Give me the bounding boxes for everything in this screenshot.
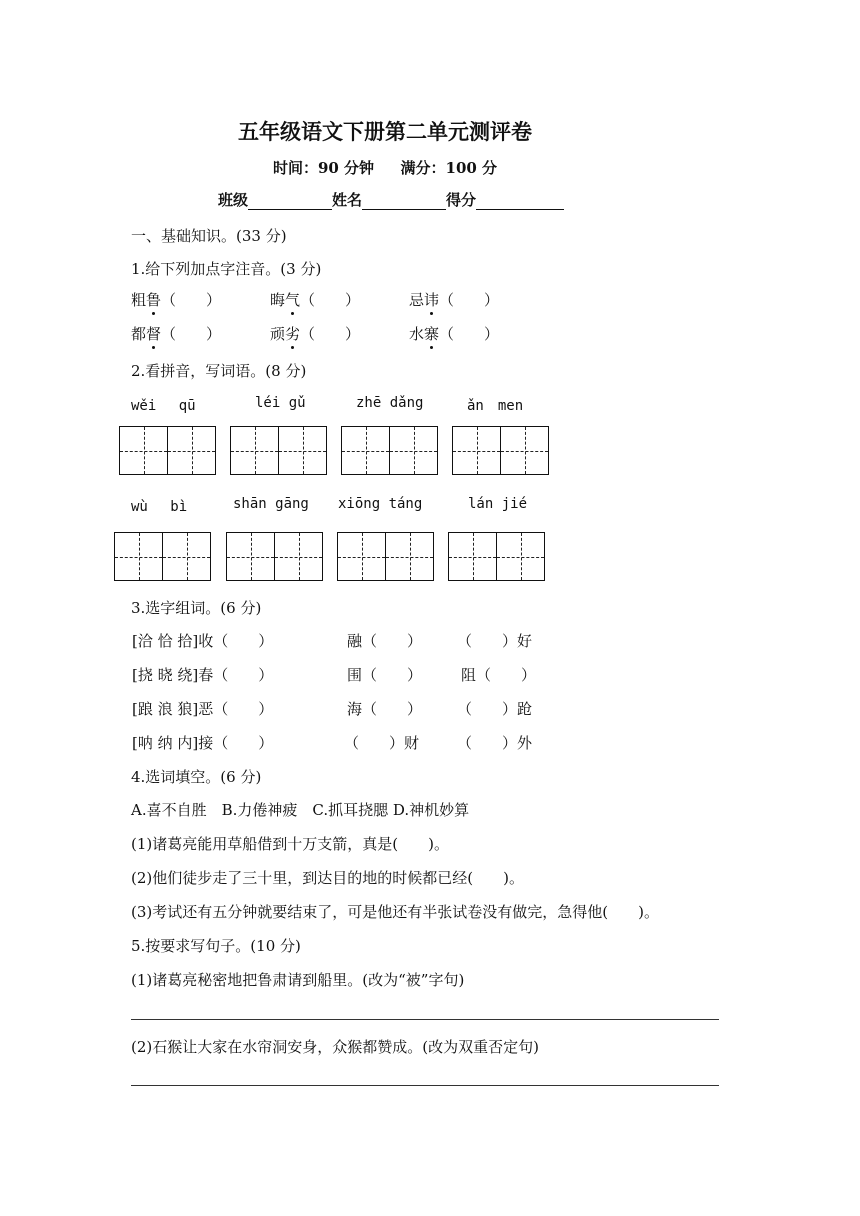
writing-grid[interactable] xyxy=(452,426,549,475)
pinyin-label: zhē dǎng xyxy=(356,395,424,411)
answer-paren[interactable]: （ ） xyxy=(439,325,500,343)
q1-heading: 1.给下列加点字注音。(3 分) xyxy=(131,260,322,278)
pinyin-label: wěi qū xyxy=(131,398,196,414)
score-blank[interactable] xyxy=(476,192,564,210)
pinyin-label: lán jié xyxy=(468,496,528,512)
q1-item: 忌讳（ ） xyxy=(409,291,500,309)
answer-paren[interactable]: （ ） xyxy=(161,291,222,309)
q5-heading: 5.按要求写句子。(10 分) xyxy=(131,937,301,955)
q3-cell[interactable]: [洽 恰 拾]收（ ） xyxy=(132,632,274,650)
answer-line[interactable] xyxy=(131,1019,719,1020)
q3-cell[interactable]: 阻（ ） xyxy=(461,666,537,684)
answer-paren[interactable]: （ ） xyxy=(161,325,222,343)
q3-cell[interactable]: [呐 纳 内]接（ ） xyxy=(132,734,274,752)
pinyin-label: léi gǔ xyxy=(255,395,306,411)
q1-item: 晦气（ ） xyxy=(270,291,361,309)
writing-grid[interactable] xyxy=(230,426,327,475)
q3-cell[interactable]: [踉 浪 狼]恶（ ） xyxy=(132,700,274,718)
pinyin-label: ǎn men xyxy=(467,398,524,414)
q4-heading: 4.选词填空。(6 分) xyxy=(131,768,262,786)
writing-grid[interactable] xyxy=(226,532,323,581)
pinyin-label: xiōng táng xyxy=(338,496,423,512)
page-title: 五年级语文下册第二单元测评卷 xyxy=(238,119,532,144)
writing-grid[interactable] xyxy=(337,532,434,581)
q3-cell[interactable]: （ ）外 xyxy=(457,734,533,752)
q3-cell[interactable]: 围（ ） xyxy=(347,666,423,684)
class-blank[interactable] xyxy=(248,192,332,210)
q5-item: (2)石猴让大家在水帘洞安身，众猴都赞成。(改为双重否定句) xyxy=(131,1038,539,1056)
writing-grid[interactable] xyxy=(114,532,211,581)
q4-item[interactable]: (3)考试还有五分钟就要结束了，可是他还有半张试卷没有做完，急得他( )。 xyxy=(131,903,659,921)
q3-cell[interactable]: 海（ ） xyxy=(347,700,423,718)
q3-cell[interactable]: [挠 晓 绕]春（ ） xyxy=(132,666,274,684)
answer-paren[interactable]: （ ） xyxy=(300,291,361,309)
name-label: 姓名 xyxy=(332,191,363,209)
full-score: 满分：100 分 xyxy=(400,159,498,177)
q2-heading: 2.看拼音，写词语。(8 分) xyxy=(131,362,307,380)
q3-cell[interactable]: （ ）财 xyxy=(344,734,420,752)
writing-grid[interactable] xyxy=(448,532,545,581)
answer-line[interactable] xyxy=(131,1085,719,1086)
name-blank[interactable] xyxy=(362,192,446,210)
q1-item: 粗鲁（ ） xyxy=(131,291,222,309)
time-limit: 时间：90 分钟 xyxy=(272,159,375,177)
writing-grid[interactable] xyxy=(341,426,438,475)
q3-cell[interactable]: （ ）跄 xyxy=(457,700,533,718)
score-label: 得分 xyxy=(446,191,477,209)
q5-item: (1)诸葛亮秘密地把鲁肃请到船里。(改为“被”字句) xyxy=(131,971,465,989)
writing-grid[interactable] xyxy=(119,426,216,475)
q4-item[interactable]: (2)他们徒步走了三十里，到达目的地的时候都已经( )。 xyxy=(131,869,524,887)
section-heading: 一、基础知识。(33 分) xyxy=(131,227,287,245)
answer-paren[interactable]: （ ） xyxy=(300,325,361,343)
answer-paren[interactable]: （ ） xyxy=(439,291,500,309)
q1-item: 都督（ ） xyxy=(131,325,222,343)
pinyin-label: shān gāng xyxy=(233,496,309,512)
q4-options: A.喜不自胜 B.力倦神疲 C.抓耳挠腮 D.神机妙算 xyxy=(131,801,470,819)
q4-item[interactable]: (1)诸葛亮能用草船借到十万支箭，真是( )。 xyxy=(131,835,449,853)
q3-heading: 3.选字组词。(6 分) xyxy=(131,599,262,617)
exam-meta xyxy=(0,157,770,178)
student-info xyxy=(218,189,564,210)
q1-item: 水寨（ ） xyxy=(409,325,500,343)
pinyin-label: wù bì xyxy=(131,499,188,515)
class-label: 班级 xyxy=(218,191,249,209)
q3-cell[interactable]: （ ）好 xyxy=(457,632,533,650)
q3-cell[interactable]: 融（ ） xyxy=(347,632,423,650)
q1-item: 顽劣（ ） xyxy=(270,325,361,343)
